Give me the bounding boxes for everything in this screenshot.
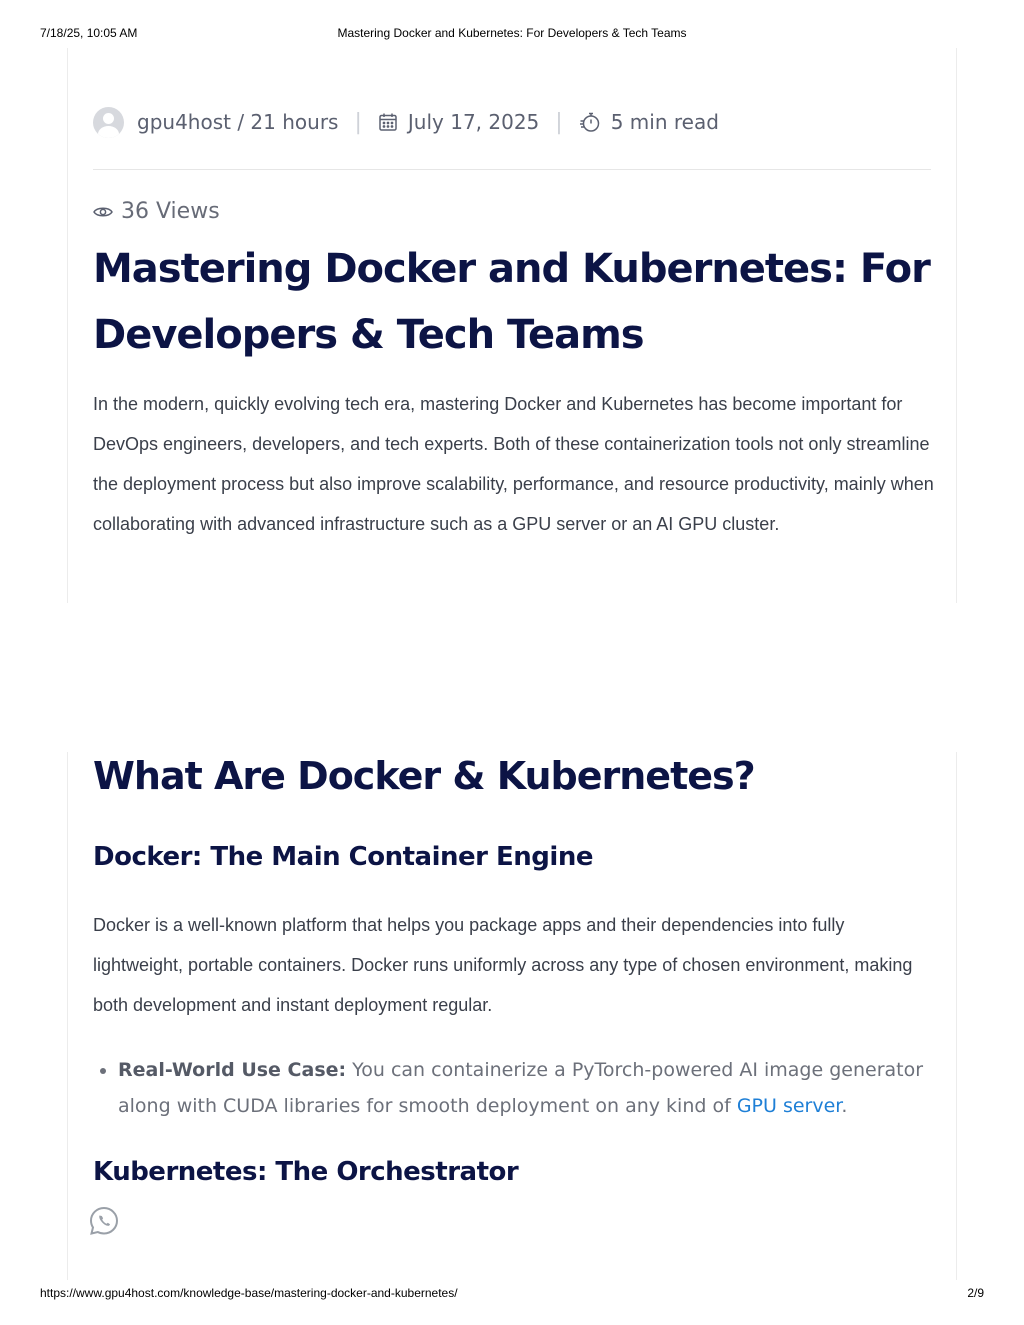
docker-heading: Docker: The Main Container Engine bbox=[93, 842, 593, 872]
gpu-server-link[interactable]: GPU server bbox=[736, 1095, 842, 1117]
docker-description: Docker is a well-known platform that helps you package apps and their dependencies into fully lightweight, portable containers. Docker runs uniformly across any type of chosen environment, making both development and instant deployment regular. bbox=[93, 915, 913, 1015]
use-case-list bbox=[93, 1052, 938, 1124]
read-time: 5 min read bbox=[610, 110, 719, 134]
print-header bbox=[0, 26, 1024, 42]
eye-icon bbox=[93, 205, 113, 219]
author-link[interactable]: gpu4host / 21 hours bbox=[137, 110, 339, 134]
print-url: https://www.gpu4host.com/knowledge-base/mastering-docker-and-kubernetes/ bbox=[40, 1286, 458, 1300]
whatsapp-icon[interactable] bbox=[88, 1205, 120, 1237]
article-header-card bbox=[67, 48, 957, 603]
meta-separator: | bbox=[354, 109, 362, 135]
meta-separator: | bbox=[555, 109, 563, 135]
print-doc-title: Mastering Docker and Kubernetes: For Developers & Tech Teams bbox=[337, 26, 687, 40]
user-avatar-icon[interactable] bbox=[93, 107, 124, 138]
use-case-label: Real-World Use Case: bbox=[118, 1059, 347, 1081]
use-case-end: . bbox=[841, 1095, 848, 1117]
article-intro: In the modern, quickly evolving tech era, mastering Docker and Kubernetes has become important for DevOps engineers, developers, and tech experts. Both of these containerization tools not only streamline the deployment process but also improve scalability, performance, and resource productivity, mainly when collaborating with advanced infrastructure such as a GPU server or an AI GPU cluster. bbox=[93, 394, 934, 534]
print-datetime: 7/18/25, 10:05 AM bbox=[40, 26, 138, 40]
article-title: Mastering Docker and Kubernetes: For Developers & Tech Teams bbox=[93, 246, 930, 358]
calendar-icon bbox=[378, 112, 398, 132]
section-heading: What Are Docker & Kubernetes? bbox=[93, 754, 755, 798]
print-page-number: 2/9 bbox=[967, 1286, 984, 1300]
use-case-text: You can containerize a PyTorch-powered AI image generator along with CUDA libraries for smooth deployment on any kind of bbox=[118, 1059, 924, 1117]
stopwatch-icon bbox=[579, 111, 601, 133]
post-meta bbox=[93, 104, 719, 140]
view-count-text: 36 Views bbox=[121, 199, 220, 224]
list-item bbox=[118, 1052, 938, 1124]
print-footer bbox=[0, 1286, 1024, 1302]
article-body-card bbox=[67, 752, 957, 1280]
view-count bbox=[93, 199, 220, 224]
kubernetes-heading: Kubernetes: The Orchestrator bbox=[93, 1157, 519, 1187]
meta-divider bbox=[93, 169, 931, 170]
post-date: July 17, 2025 bbox=[407, 110, 540, 134]
